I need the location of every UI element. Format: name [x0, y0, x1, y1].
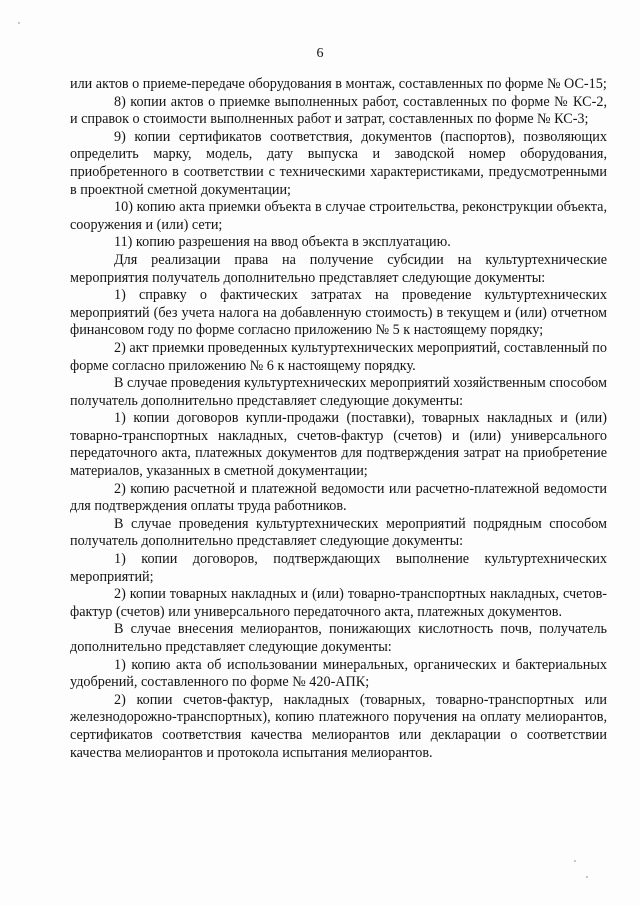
document-body	[70, 76, 607, 762]
list-item-1: 1) копии договоров купли-продажи (поставки), товарных накладных и (или) товарно-транспортных накладных, счетов-фактур (счетов) и (или) универсального передаточного акта, платежных документов для подтверждения затрат на приобретение материалов, указанных в сметной документации;	[70, 410, 607, 480]
list-item-2: 2) копии товарных накладных и (или) товарно-транспортных накладных, счетов-фактур (счетов) или универсального передаточного акта, платежных документов.	[70, 586, 607, 620]
paragraph-cultural-technical-intro: Для реализации права на получение субсидии на культуртехнические мероприятия получатель дополнительно представляет следующие документы:	[70, 251, 607, 286]
list-item-2: 2) копию расчетной и платежной ведомости или расчетно-платежной ведомости для подтверждения оплаты труда работников.	[70, 480, 607, 515]
paragraph-ameliorants: В случае внесения мелиорантов, понижающих кислотность почв, получатель дополнительно представляет следующие документы:	[70, 621, 607, 655]
page-number: 6	[316, 46, 324, 61]
list-item-1: 1) копию акта об использовании минеральных, органических и бактериальных удобрений, составленного по форме № 420-АПК;	[70, 656, 607, 691]
list-item-2: 2) акт приемки проведенных культуртехнических мероприятий, составленный по форме согласно приложению № 6 к настоящему порядку.	[70, 339, 607, 374]
scan-speck	[574, 860, 576, 862]
scan-speck	[18, 22, 20, 24]
scan-speck	[586, 876, 588, 878]
paragraph-contract-method: В случае проведения культуртехнических мероприятий подрядным способом получатель дополнительно представляет следующие документы:	[70, 515, 607, 550]
list-item-11: 11) копию разрешения на ввод объекта в эксплуатацию.	[114, 234, 451, 251]
list-item-2: 2) копии счетов-фактур, накладных (товарных, товарно-транспортных или железнодорожно-транспортных), копию платежного поручения на оплату мелиорантов, сертификатов соответствия качества мелиорантов или декларации о соответствии качества мелиорантов и протокола испытания мелиорантов.	[70, 691, 607, 761]
list-item-9: 9) копии сертификатов соответствия, документов (паспортов), позволяющих определить марку, модель, дату выпуска и заводской номер оборудования, приобретенного в соответствии с техническими характеристиками, предусмотренными в проектной сметной документации;	[70, 128, 607, 198]
list-item-8: 8) копии актов о приемке выполненных работ, составленных по форме № КС-2, и справок о стоимости выполненных работ и затрат, составленных по форме № КС-3;	[70, 93, 607, 128]
list-item-1: 1) справку о фактических затратах на проведение культуртехнических мероприятий (без учета налога на добавленную стоимость) в текущем и (или) отчетном финансовом году по форме согласно приложению № 5 к настоящему порядку;	[70, 287, 607, 339]
list-item-1: 1) копии договоров, подтверждающих выполнение культуртехнических мероприятий;	[70, 551, 607, 585]
paragraph-continuation: или актов о приеме-передаче оборудования в монтаж, составленных по форме № ОС-15;	[70, 76, 607, 92]
list-item-10: 10) копию акта приемки объекта в случае строительства, реконструкции объекта, сооружения и (или) сети;	[70, 199, 607, 233]
paragraph-household-method: В случае проведения культуртехнических мероприятий хозяйственным способом получатель дополнительно представляет следующие документы:	[70, 375, 607, 409]
